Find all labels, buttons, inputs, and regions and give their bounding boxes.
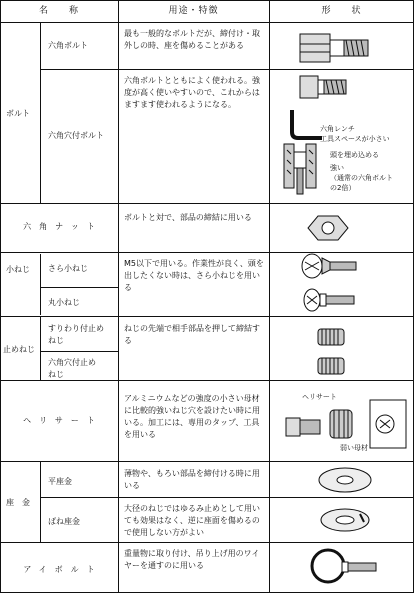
name-pan-screw: 丸小ねじ bbox=[48, 298, 80, 307]
desc-hex-nut: ボルトと対で、部品の締結に用いる bbox=[124, 213, 252, 222]
flat-head-screw-icon bbox=[302, 254, 356, 278]
name-hex-bolt: 六角ボルト bbox=[48, 41, 88, 50]
hex-nut-icon bbox=[308, 216, 348, 240]
header-usage: 用途・特徴 bbox=[168, 6, 219, 16]
name-flat-washer: 平座金 bbox=[48, 477, 72, 486]
annotation-hex-wrench: 六角レンチ 工具スペースが小さい bbox=[320, 125, 390, 143]
desc-set-screw: ねじの先端で相手部品を押して締結する bbox=[124, 324, 260, 345]
name-flat-screw: さら小ねじ bbox=[48, 264, 88, 273]
slotted-set-screw-icon bbox=[318, 329, 344, 345]
spring-washer-icon bbox=[321, 509, 369, 531]
group-small-screw: 小ねじ bbox=[6, 265, 30, 274]
desc-hex-bolt: 最も一般的なボルトだが、締付け・取外しの時、座を傷めることがある bbox=[124, 29, 260, 50]
eye-bolt-icon bbox=[312, 550, 376, 582]
header-name: 名 称 bbox=[38, 6, 79, 16]
hex-wrench-icon bbox=[292, 110, 322, 138]
desc-hex-socket-bolt: 六角ボルトとともによく使われる。強度が高く使いやすいので、これからはますます使われるようになる。 bbox=[124, 76, 260, 109]
annotation-embed-head: 頭を埋め込める bbox=[330, 151, 379, 159]
group-bolt: ボルト bbox=[6, 109, 30, 118]
desc-flat-washer: 薄物や、もろい部品を締付ける時に用いる bbox=[124, 469, 260, 490]
group-set-screw: 止めねじ bbox=[3, 345, 35, 354]
flat-washer-icon bbox=[319, 468, 371, 492]
helisert-icon bbox=[286, 400, 406, 448]
group-washer: 座 金 bbox=[6, 498, 30, 507]
annotation-helisert: ヘリサート bbox=[302, 393, 337, 401]
desc-spring-washer: 大径のねじではゆるみ止めとして用いても効果はなく、逆に座面を傷めるので使用しない方がよい bbox=[124, 504, 260, 537]
name-eye-bolt: アイボルト bbox=[23, 565, 103, 574]
embedded-bolt-icon bbox=[284, 144, 316, 194]
desc-eye-bolt: 重量物に取り付け、吊り上げ用のワイヤーを通すのに用いる bbox=[124, 549, 260, 570]
hex-bolt-icon bbox=[300, 34, 368, 62]
name-slotted-set-screw: すりわり付止め ねじ bbox=[48, 324, 104, 345]
hex-socket-bolt-icon bbox=[300, 76, 346, 98]
name-hex-socket-set-screw: 六角穴付止め ねじ bbox=[48, 358, 96, 379]
name-hex-socket-bolt: 六角穴付ボルト bbox=[48, 131, 104, 140]
annotation-soft-base: 弱い母材 bbox=[340, 444, 368, 452]
annotation-strong: 強い （通常の六角ボルト の2倍） bbox=[330, 164, 393, 192]
name-helisert: ヘリサート bbox=[23, 416, 103, 425]
header-shape: 形 状 bbox=[321, 6, 362, 16]
desc-small-screw: M5以下で用いる。作業性が良く、頭を出したくない時は、さら小ねじを用いる bbox=[124, 259, 264, 292]
hex-socket-set-screw-icon bbox=[318, 358, 344, 374]
desc-helisert: アルミニウムなどの強度の小さい母材に比較的強いねじ穴を設けたい時に用いる。加工には、専用のタップ、工具を用いる bbox=[124, 394, 260, 439]
name-spring-washer: ばね座金 bbox=[48, 517, 80, 526]
name-hex-nut: 六角ナット bbox=[23, 222, 103, 231]
pan-head-screw-icon bbox=[304, 289, 354, 311]
